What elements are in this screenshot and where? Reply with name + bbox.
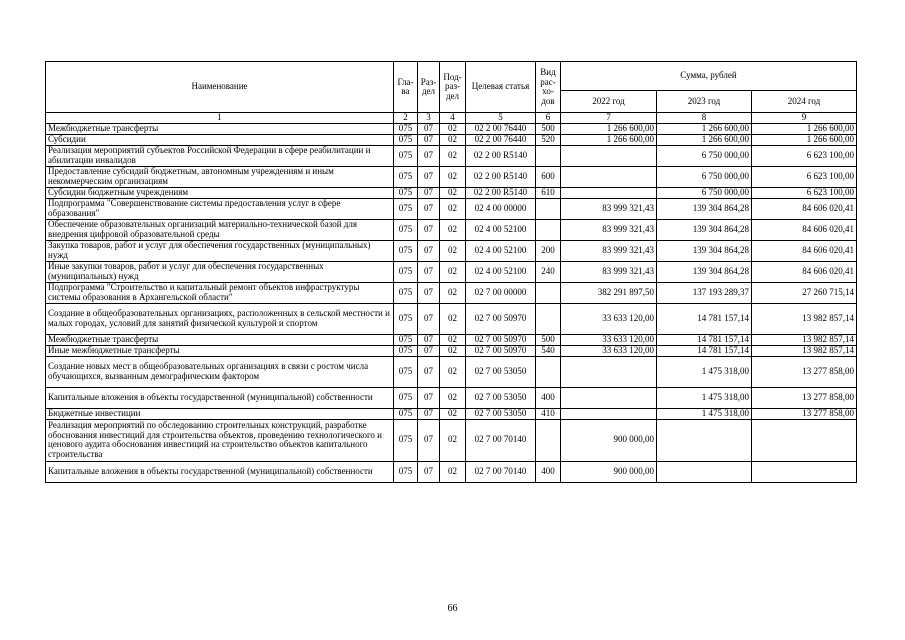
- row-amount-2023: 139 304 864,28: [657, 261, 752, 282]
- row-amount-2022: [561, 145, 657, 166]
- row-razdel: 07: [418, 282, 440, 303]
- row-podrazdel: 02: [440, 219, 466, 240]
- row-podrazdel: 02: [440, 166, 466, 187]
- col-number: 8: [657, 113, 752, 124]
- row-amount-2022: [561, 166, 657, 187]
- row-razdel: 07: [418, 387, 440, 408]
- row-amount-2022: 83 999 321,43: [561, 219, 657, 240]
- row-celevaya: 02 7 00 53050: [466, 408, 536, 419]
- row-podrazdel: 02: [440, 187, 466, 198]
- row-amount-2024: 1 266 600,00: [752, 134, 857, 145]
- row-amount-2024: [752, 461, 857, 482]
- column-number-row: [46, 113, 857, 124]
- header-year-2024: 2024 год: [752, 91, 857, 113]
- row-amount-2023: 6 750 000,00: [657, 145, 752, 166]
- row-name: Капитальные вложения в объекты государственной (муниципальной) собственности: [46, 461, 394, 482]
- row-podrazdel: 02: [440, 282, 466, 303]
- table-row: [46, 187, 857, 198]
- row-podrazdel: 02: [440, 240, 466, 261]
- row-name: Создание новых мест в общеобразовательных организациях в связи с ростом числа обучающихся, вызванным демографическим фактором: [46, 356, 394, 387]
- row-glava: 075: [394, 356, 418, 387]
- row-celevaya: 02 7 00 53050: [466, 387, 536, 408]
- table-row: [46, 198, 857, 219]
- row-amount-2022: 83 999 321,43: [561, 198, 657, 219]
- row-name: Реализация мероприятий субъектов Российской Федерации в сфере реабилитации и абилитации инвалидов: [46, 145, 394, 166]
- row-vid: 400: [536, 387, 561, 408]
- row-amount-2023: 6 750 000,00: [657, 187, 752, 198]
- row-glava: 075: [394, 123, 418, 134]
- row-celevaya: 02 7 00 00000: [466, 282, 536, 303]
- row-glava: 075: [394, 334, 418, 345]
- row-vid: 400: [536, 461, 561, 482]
- table-row: [46, 282, 857, 303]
- col-number: 6: [536, 113, 561, 124]
- row-vid: [536, 219, 561, 240]
- table-row: [46, 334, 857, 345]
- table-row: [46, 240, 857, 261]
- row-name: Закупка товаров, работ и услуг для обеспечения государственных (муниципальных) нужд: [46, 240, 394, 261]
- budget-table: [45, 61, 857, 483]
- row-vid: [536, 356, 561, 387]
- row-amount-2023: 14 781 157,14: [657, 334, 752, 345]
- row-name: Межбюджетные трансферты: [46, 334, 394, 345]
- row-glava: 075: [394, 219, 418, 240]
- row-amount-2024: 1 266 600,00: [752, 123, 857, 134]
- row-amount-2023: 139 304 864,28: [657, 240, 752, 261]
- row-razdel: 07: [418, 198, 440, 219]
- row-podrazdel: 02: [440, 387, 466, 408]
- row-vid: [536, 282, 561, 303]
- row-name: Иные закупки товаров, работ и услуг для обеспечения государственных (муниципальных) нужд: [46, 261, 394, 282]
- table-row: [46, 345, 857, 356]
- table-row: [46, 387, 857, 408]
- row-name: Субсидии бюджетным учреждениям: [46, 187, 394, 198]
- col-number: 7: [561, 113, 657, 124]
- row-amount-2024: 84 606 020,41: [752, 219, 857, 240]
- row-razdel: 07: [418, 345, 440, 356]
- row-amount-2023: 6 750 000,00: [657, 166, 752, 187]
- row-razdel: 07: [418, 187, 440, 198]
- row-celevaya: 02 4 00 00000: [466, 198, 536, 219]
- row-amount-2022: 900 000,00: [561, 419, 657, 461]
- row-amount-2024: 6 623 100,00: [752, 187, 857, 198]
- col-number: 3: [418, 113, 440, 124]
- row-name: Реализация мероприятий по обследованию строительных конструкций, разработке обоснования инвестиций для строительства объектов, проведению технологического и ценового аудита обоснования инвестиций на строительство объектов капитального строительства: [46, 419, 394, 461]
- header-summa: Сумма, рублей: [561, 62, 857, 91]
- row-celevaya: 02 4 00 52100: [466, 261, 536, 282]
- row-amount-2023: 1 475 318,00: [657, 356, 752, 387]
- row-amount-2022: 33 633 120,00: [561, 303, 657, 334]
- row-amount-2022: 900 000,00: [561, 461, 657, 482]
- col-number: 9: [752, 113, 857, 124]
- row-celevaya: 02 7 00 50970: [466, 345, 536, 356]
- row-amount-2024: 13 982 857,14: [752, 334, 857, 345]
- row-vid: [536, 303, 561, 334]
- row-razdel: 07: [418, 408, 440, 419]
- row-glava: 075: [394, 145, 418, 166]
- row-amount-2022: 1 266 600,00: [561, 134, 657, 145]
- row-name: Обеспечение образовательных организаций материально-технической базой для внедрения цифровой образовательной среды: [46, 219, 394, 240]
- row-glava: 075: [394, 198, 418, 219]
- row-name: Капитальные вложения в объекты государственной (муниципальной) собственности: [46, 387, 394, 408]
- table-row: [46, 261, 857, 282]
- row-glava: 075: [394, 134, 418, 145]
- table-row: [46, 134, 857, 145]
- col-number: 2: [394, 113, 418, 124]
- row-vid: [536, 198, 561, 219]
- row-amount-2022: 33 633 120,00: [561, 334, 657, 345]
- row-amount-2024: 27 260 715,14: [752, 282, 857, 303]
- row-razdel: 07: [418, 461, 440, 482]
- row-amount-2024: 84 606 020,41: [752, 198, 857, 219]
- table-row: [46, 303, 857, 334]
- row-celevaya: 02 2 00 R5140: [466, 166, 536, 187]
- row-celevaya: 02 7 00 50970: [466, 334, 536, 345]
- row-name: Подпрограмма "Совершенствование системы предоставления услуг в сфере образования": [46, 198, 394, 219]
- row-amount-2022: 33 633 120,00: [561, 345, 657, 356]
- table-row: [46, 145, 857, 166]
- row-celevaya: 02 7 00 70140: [466, 419, 536, 461]
- row-amount-2024: 6 623 100,00: [752, 166, 857, 187]
- row-glava: 075: [394, 387, 418, 408]
- row-glava: 075: [394, 187, 418, 198]
- row-razdel: 07: [418, 356, 440, 387]
- row-celevaya: 02 4 00 52100: [466, 219, 536, 240]
- row-celevaya: 02 2 00 76440: [466, 123, 536, 134]
- row-vid: 520: [536, 134, 561, 145]
- table-row: [46, 166, 857, 187]
- row-razdel: 07: [418, 219, 440, 240]
- row-celevaya: 02 2 00 R5140: [466, 187, 536, 198]
- row-glava: 075: [394, 240, 418, 261]
- row-vid: 610: [536, 187, 561, 198]
- header-year-2023: 2023 год: [657, 91, 752, 113]
- row-amount-2022: 83 999 321,43: [561, 261, 657, 282]
- header-razdel: Раз-дел: [418, 62, 440, 113]
- row-vid: 500: [536, 334, 561, 345]
- table-header: [46, 62, 857, 124]
- row-name: Создание в общеобразовательных организациях, расположенных в сельской местности и малых городах, условий для занятий физической культурой и спортом: [46, 303, 394, 334]
- header-vid: Вид рас-хо-дов: [536, 62, 561, 113]
- page-number: 66: [447, 603, 458, 614]
- row-glava: 075: [394, 282, 418, 303]
- row-razdel: 07: [418, 419, 440, 461]
- row-vid: 500: [536, 123, 561, 134]
- row-amount-2023: [657, 461, 752, 482]
- row-celevaya: 02 7 00 53050: [466, 356, 536, 387]
- row-vid: [536, 419, 561, 461]
- row-vid: 600: [536, 166, 561, 187]
- row-amount-2023: 1 266 600,00: [657, 134, 752, 145]
- row-podrazdel: 02: [440, 145, 466, 166]
- table-row: [46, 408, 857, 419]
- row-amount-2024: 84 606 020,41: [752, 240, 857, 261]
- row-vid: [536, 145, 561, 166]
- row-name: Предоставление субсидий бюджетным, автономным учреждениям и иным некоммерческим организациям: [46, 166, 394, 187]
- header-podrazdel: Под-раз-дел: [440, 62, 466, 113]
- row-amount-2022: 83 999 321,43: [561, 240, 657, 261]
- row-podrazdel: 02: [440, 123, 466, 134]
- row-glava: 075: [394, 303, 418, 334]
- header-celevaya: Целевая статья: [466, 62, 536, 113]
- table-row: [46, 419, 857, 461]
- row-amount-2023: 14 781 157,14: [657, 303, 752, 334]
- row-name: Подпрограмма "Строительство и капитальный ремонт объектов инфраструктуры системы образования в Архангельской области": [46, 282, 394, 303]
- row-razdel: 07: [418, 334, 440, 345]
- row-razdel: 07: [418, 261, 440, 282]
- row-amount-2024: 13 277 858,00: [752, 408, 857, 419]
- row-glava: 075: [394, 345, 418, 356]
- col-number: 5: [466, 113, 536, 124]
- row-amount-2023: 137 193 289,37: [657, 282, 752, 303]
- row-podrazdel: 02: [440, 419, 466, 461]
- row-amount-2022: [561, 356, 657, 387]
- row-podrazdel: 02: [440, 334, 466, 345]
- row-amount-2022: 1 266 600,00: [561, 123, 657, 134]
- row-amount-2023: 1 475 318,00: [657, 408, 752, 419]
- col-number: 4: [440, 113, 466, 124]
- row-vid: 410: [536, 408, 561, 419]
- table-row: [46, 461, 857, 482]
- row-podrazdel: 02: [440, 134, 466, 145]
- row-name: Бюджетные инвестиции: [46, 408, 394, 419]
- row-razdel: 07: [418, 145, 440, 166]
- row-amount-2024: 13 277 858,00: [752, 387, 857, 408]
- row-celevaya: 02 2 00 R5140: [466, 145, 536, 166]
- row-amount-2024: 13 277 858,00: [752, 356, 857, 387]
- table-row: [46, 356, 857, 387]
- row-amount-2022: [561, 187, 657, 198]
- row-podrazdel: 02: [440, 303, 466, 334]
- row-amount-2023: 139 304 864,28: [657, 219, 752, 240]
- row-glava: 075: [394, 419, 418, 461]
- row-vid: 240: [536, 261, 561, 282]
- row-razdel: 07: [418, 123, 440, 134]
- row-podrazdel: 02: [440, 408, 466, 419]
- row-amount-2024: 13 982 857,14: [752, 345, 857, 356]
- table-body: [46, 123, 857, 482]
- row-razdel: 07: [418, 166, 440, 187]
- row-amount-2024: 13 982 857,14: [752, 303, 857, 334]
- row-glava: 075: [394, 408, 418, 419]
- row-amount-2022: 382 291 897,50: [561, 282, 657, 303]
- row-celevaya: 02 7 00 70140: [466, 461, 536, 482]
- col-number: 1: [46, 113, 394, 124]
- row-amount-2022: [561, 387, 657, 408]
- row-glava: 075: [394, 461, 418, 482]
- row-podrazdel: 02: [440, 356, 466, 387]
- row-amount-2024: 6 623 100,00: [752, 145, 857, 166]
- header-glava: Гла-ва: [394, 62, 418, 113]
- row-podrazdel: 02: [440, 345, 466, 356]
- table-row: [46, 123, 857, 134]
- row-amount-2023: 1 266 600,00: [657, 123, 752, 134]
- row-amount-2024: [752, 419, 857, 461]
- table-row: [46, 219, 857, 240]
- row-podrazdel: 02: [440, 261, 466, 282]
- row-glava: 075: [394, 261, 418, 282]
- row-amount-2022: [561, 408, 657, 419]
- row-razdel: 07: [418, 134, 440, 145]
- row-amount-2023: 1 475 318,00: [657, 387, 752, 408]
- row-razdel: 07: [418, 240, 440, 261]
- row-celevaya: 02 4 00 52100: [466, 240, 536, 261]
- row-razdel: 07: [418, 303, 440, 334]
- row-name: Субсидии: [46, 134, 394, 145]
- row-celevaya: 02 2 00 76440: [466, 134, 536, 145]
- row-name: Иные межбюджетные трансферты: [46, 345, 394, 356]
- row-podrazdel: 02: [440, 198, 466, 219]
- row-vid: 540: [536, 345, 561, 356]
- row-glava: 075: [394, 166, 418, 187]
- header-year-2022: 2022 год: [561, 91, 657, 113]
- row-vid: 200: [536, 240, 561, 261]
- row-celevaya: 02 7 00 50970: [466, 303, 536, 334]
- row-amount-2023: 139 304 864,28: [657, 198, 752, 219]
- row-amount-2023: [657, 419, 752, 461]
- row-name: Межбюджетные трансферты: [46, 123, 394, 134]
- row-amount-2024: 84 606 020,41: [752, 261, 857, 282]
- row-podrazdel: 02: [440, 461, 466, 482]
- header-name: Наименование: [46, 62, 394, 113]
- row-amount-2023: 14 781 157,14: [657, 345, 752, 356]
